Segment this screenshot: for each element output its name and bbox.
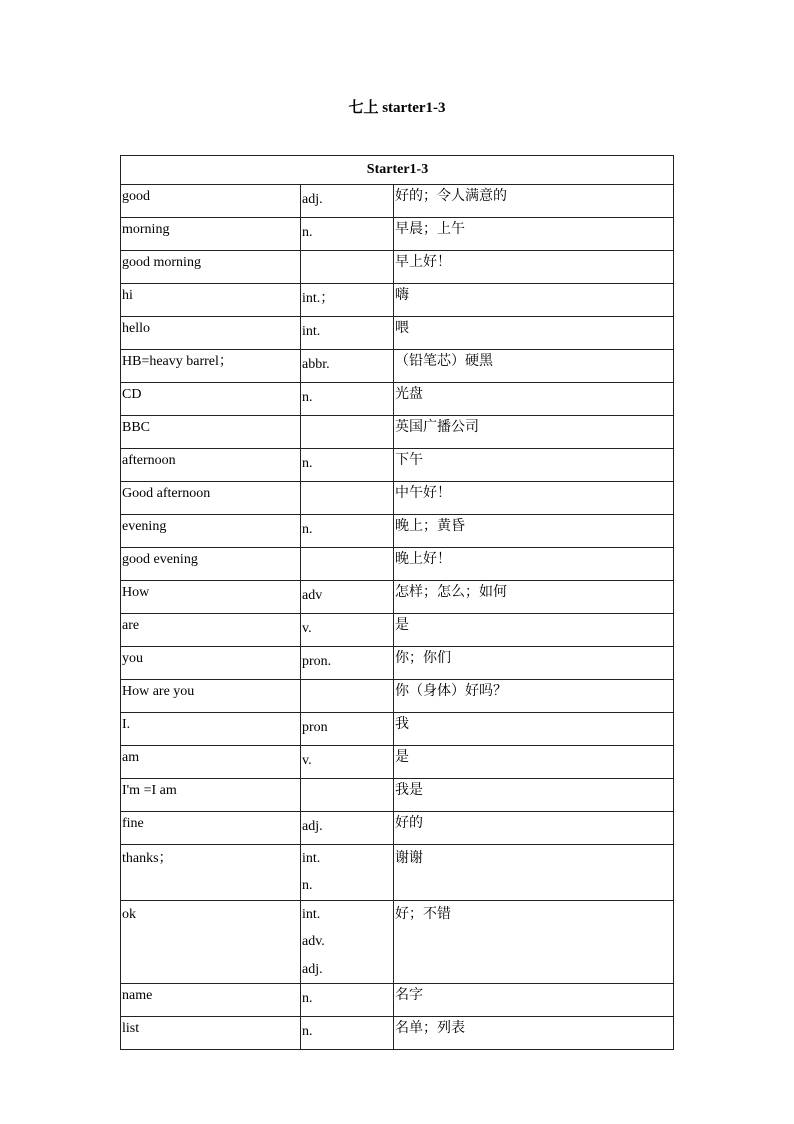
word-cell: good evening: [121, 547, 301, 580]
word-cell: am: [121, 745, 301, 778]
word-cell: hi: [121, 283, 301, 316]
part-of-speech-cell: [301, 514, 394, 547]
meaning-cell: （铅笔芯）硬黑: [394, 349, 674, 382]
meaning-cell: 好的；令人满意的: [394, 184, 674, 217]
word-cell: morning: [121, 217, 301, 250]
part-of-speech: int.；: [302, 290, 335, 306]
table-row: [121, 613, 674, 646]
part-of-speech: adj.: [302, 818, 323, 834]
part-of-speech-cell: [301, 811, 394, 844]
meaning-cell: 喂: [394, 316, 674, 349]
word-cell: How: [121, 580, 301, 613]
word-cell: hello: [121, 316, 301, 349]
meaning-cell: 下午: [394, 448, 674, 481]
part-of-speech: adj.: [302, 191, 323, 207]
part-of-speech: adv.: [302, 934, 325, 949]
part-of-speech: n.: [302, 991, 313, 1006]
table-row: [121, 1017, 674, 1050]
table-row: [121, 184, 674, 217]
meaning-cell: 早晨；上午: [394, 217, 674, 250]
part-of-speech-cell: [301, 382, 394, 415]
table-row: [121, 250, 674, 283]
part-of-speech: abbr.: [302, 356, 330, 372]
part-of-speech: n.: [302, 1024, 313, 1039]
part-of-speech-cell: [301, 844, 394, 900]
part-of-speech: n.: [302, 389, 313, 405]
part-of-speech-cell: [301, 778, 394, 811]
word-cell: good: [121, 184, 301, 217]
table-row: [121, 811, 674, 844]
part-of-speech: n.: [302, 878, 313, 893]
part-of-speech: pron: [302, 719, 328, 735]
meaning-cell: 光盘: [394, 382, 674, 415]
part-of-speech-cell: [301, 415, 394, 448]
word-cell: fine: [121, 811, 301, 844]
table-header: Starter1-3: [121, 156, 674, 185]
part-of-speech: n.: [302, 455, 313, 471]
table-row: [121, 778, 674, 811]
meaning-cell: 中午好！: [394, 481, 674, 514]
vocabulary-table: [120, 155, 674, 1050]
part-of-speech-cell: [301, 900, 394, 984]
part-of-speech: adj.: [302, 961, 323, 977]
table-header-row: [121, 156, 674, 185]
part-of-speech-cell: [301, 1017, 394, 1050]
word-cell: How are you: [121, 679, 301, 712]
part-of-speech-cell: [301, 984, 394, 1017]
meaning-cell: 怎样；怎么；如何: [394, 580, 674, 613]
part-of-speech-cell: [301, 679, 394, 712]
table-row: [121, 217, 674, 250]
table-row: [121, 580, 674, 613]
part-of-speech-cell: [301, 712, 394, 745]
meaning-cell: 早上好！: [394, 250, 674, 283]
part-of-speech-cell: [301, 217, 394, 250]
part-of-speech-cell: [301, 481, 394, 514]
table-row: [121, 900, 674, 984]
meaning-cell: 你（身体）好吗？: [394, 679, 674, 712]
table-row: [121, 844, 674, 900]
word-cell: I.: [121, 712, 301, 745]
part-of-speech-cell: [301, 448, 394, 481]
meaning-cell: 谢谢: [394, 844, 674, 900]
meaning-cell: 是: [394, 745, 674, 778]
part-of-speech: int.: [302, 323, 321, 339]
table-row: [121, 547, 674, 580]
part-of-speech: pron.: [302, 653, 332, 669]
table-row: [121, 349, 674, 382]
part-of-speech-cell: [301, 745, 394, 778]
meaning-cell: 我: [394, 712, 674, 745]
part-of-speech: v.: [302, 620, 312, 636]
word-cell: CD: [121, 382, 301, 415]
meaning-cell: 名字: [394, 984, 674, 1017]
meaning-cell: 我是: [394, 778, 674, 811]
word-cell: I'm =I am: [121, 778, 301, 811]
word-cell: evening: [121, 514, 301, 547]
word-cell: Good afternoon: [121, 481, 301, 514]
document-title: 七上 starter1-3: [348, 100, 446, 116]
table-row: [121, 984, 674, 1017]
table-row: [121, 646, 674, 679]
part-of-speech: n.: [302, 521, 313, 537]
word-cell: thanks；: [121, 844, 301, 900]
word-cell: ok: [121, 900, 301, 984]
part-of-speech-cell: [301, 184, 394, 217]
word-cell: list: [121, 1017, 301, 1050]
part-of-speech: int.: [302, 906, 321, 922]
meaning-cell: 是: [394, 613, 674, 646]
word-cell: HB=heavy barrel；: [121, 349, 301, 382]
table-row: [121, 382, 674, 415]
word-cell: are: [121, 613, 301, 646]
part-of-speech-cell: [301, 646, 394, 679]
meaning-cell: 好的: [394, 811, 674, 844]
meaning-cell: 晚上好！: [394, 547, 674, 580]
part-of-speech-cell: [301, 283, 394, 316]
meaning-cell: 名单；列表: [394, 1017, 674, 1050]
part-of-speech-cell: [301, 580, 394, 613]
part-of-speech: v.: [302, 752, 312, 768]
part-of-speech: adv: [302, 587, 323, 603]
table-row: [121, 448, 674, 481]
table-row: [121, 316, 674, 349]
part-of-speech-cell: [301, 547, 394, 580]
part-of-speech: n.: [302, 224, 313, 240]
table-row: [121, 745, 674, 778]
table-row: [121, 283, 674, 316]
meaning-cell: 英国广播公司: [394, 415, 674, 448]
part-of-speech-cell: [301, 316, 394, 349]
table-row: [121, 712, 674, 745]
table-row: [121, 514, 674, 547]
part-of-speech: int.: [302, 850, 321, 866]
word-cell: afternoon: [121, 448, 301, 481]
meaning-cell: 你；你们: [394, 646, 674, 679]
part-of-speech-cell: [301, 250, 394, 283]
word-cell: you: [121, 646, 301, 679]
part-of-speech-cell: [301, 349, 394, 382]
word-cell: good morning: [121, 250, 301, 283]
table-row: [121, 415, 674, 448]
meaning-cell: 好；不错: [394, 900, 674, 984]
meaning-cell: 晚上；黄昏: [394, 514, 674, 547]
table-row: [121, 481, 674, 514]
word-cell: name: [121, 984, 301, 1017]
meaning-cell: 嗨: [394, 283, 674, 316]
word-cell: BBC: [121, 415, 301, 448]
table-row: [121, 679, 674, 712]
part-of-speech-cell: [301, 613, 394, 646]
